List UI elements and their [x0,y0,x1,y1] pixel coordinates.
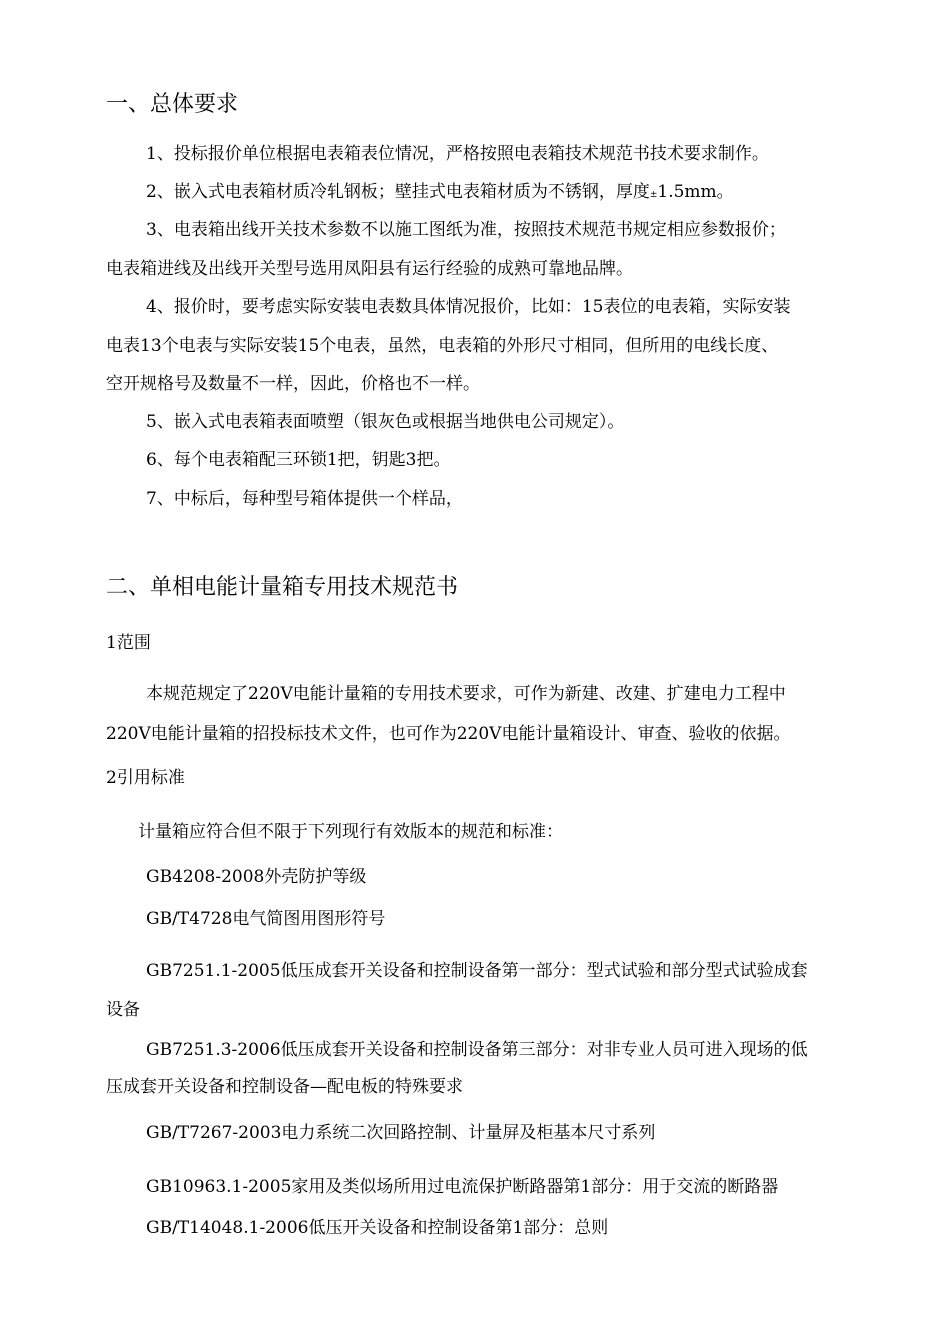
refs-intro: 计量箱应符合但不限于下列现行有效版本的规范和标准： [138,822,563,842]
section1-heading: 一、总体要求 [106,92,239,117]
ref-standard-4-cont: 压成套开关设备和控制设备—配电板的特殊要求 [106,1077,463,1097]
ref-standard-3: GB7251.1-2005低压成套开关设备和控制设备第一部分：型式试验和部分型式试验成套 [146,961,808,981]
ref-standard-7: GB/T14048.1-2006低压开关设备和控制设备第1部分：总则 [146,1218,609,1238]
refs-title: 2引用标准 [106,768,185,788]
thickness-value: 1.5mm。 [657,182,734,202]
ref-standard-5: GB/T7267-2003电力系统二次回路控制、计量屏及柜基本尺寸系列 [146,1123,656,1143]
ref-standard-6: GB10963.1-2005家用及类似场所用过电流保护断路器第1部分：用于交流的断路器 [146,1177,779,1197]
requirement-item-4-cont-1: 电表13个电表与实际安装15个电表，虽然，电表箱的外形尺寸相同，但所用的电线长度、 [106,336,779,356]
scope-title: 1范围 [106,633,151,653]
ref-standard-2: GB/T4728电气简图用图形符号 [146,909,386,929]
ref-standard-1: GB4208-2008外壳防护等级 [146,867,367,887]
requirement-item-3-cont: 电表箱进线及出线开关型号选用凤阳县有运行经验的成熟可靠地品牌。 [106,259,633,279]
requirement-item-1: 1、投标报价单位根据电表箱表位情况，严格按照电表箱技术规范书技术要求制作。 [146,144,769,164]
requirement-item-3: 3、电表箱出线开关技术参数不以施工图纸为准，按照技术规范书规定相应参数报价； [146,220,786,240]
scope-line-2: 220V电能计量箱的招投标技术文件，也可作为220V电能计量箱设计、审查、验收的依据。 [106,724,791,744]
requirement-item-4-cont-2: 空开规格号及数量不一样，因此，价格也不一样。 [106,374,480,394]
scope-line-1: 本规范规定了220V电能计量箱的专用技术要求，可作为新建、改建、扩建电力工程中 [146,684,786,704]
section2-heading: 二、单相电能计量箱专用技术规范书 [106,575,459,600]
requirement-item-2 [146,180,734,207]
requirement-item-6: 6、每个电表箱配三环锁1把，钥匙3把。 [146,450,451,470]
requirement-item-5: 5、嵌入式电表箱表面喷塑（银灰色或根据当地供电公司规定）。 [146,412,625,432]
ref-standard-4: GB7251.3-2006低压成套开关设备和控制设备第三部分：对非专业人员可进入现场的低 [146,1040,808,1060]
requirement-item-4: 4、报价时，要考虑实际安装电表数具体情况报价，比如：15表位的电表箱，实际安装 [146,297,791,317]
ref-standard-3-cont: 设备 [106,1000,140,1020]
thickness-tolerance-sign: ± [649,190,658,200]
requirement-item-7: 7、中标后，每种型号箱体提供一个样品， [146,489,463,509]
requirement-item-2-text: 2、嵌入式电表箱材质冷轧钢板；壁挂式电表箱材质为不锈钢，厚度 [146,182,650,202]
